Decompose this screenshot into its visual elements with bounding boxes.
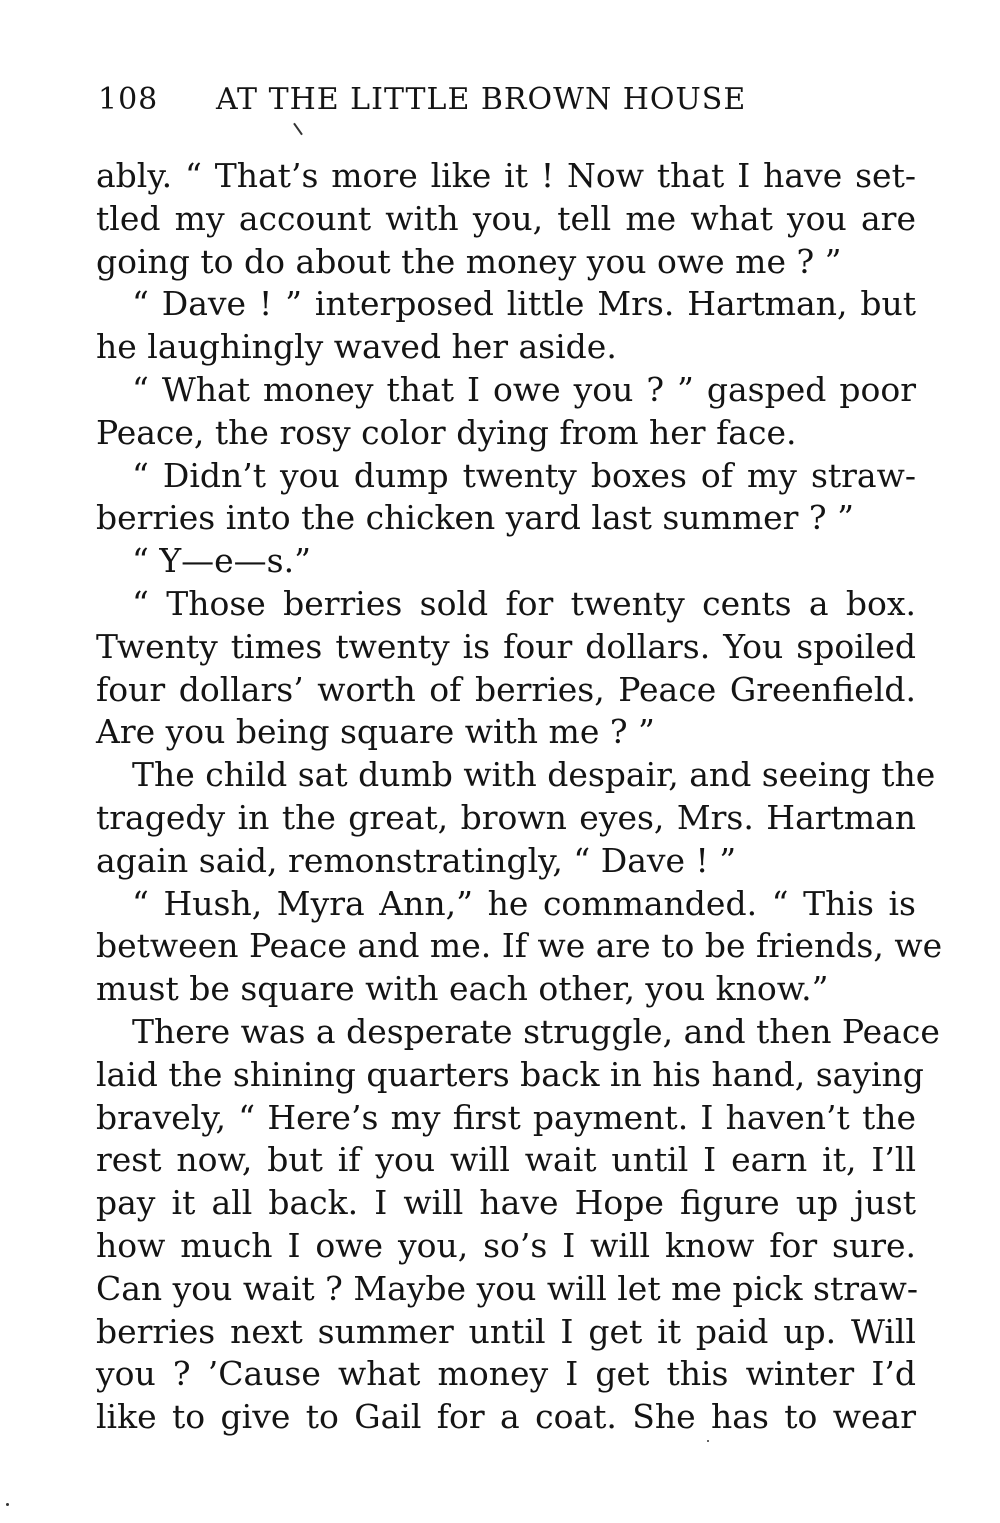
text-line: must be square with each other, you know.” xyxy=(96,969,829,1009)
text-line: like to give to Gail for a coat. She has to wear xyxy=(96,1397,916,1437)
text-line: berries next summer until I get it paid up. Will xyxy=(96,1311,916,1351)
text-line: “ What money that I owe you ? ” gasped poor xyxy=(132,369,916,409)
text-line: rest now, but if you will wait until I earn it, I’ll xyxy=(96,1140,916,1180)
print-speck xyxy=(707,1440,709,1442)
text-line: There was a desperate struggle, and then Peace xyxy=(132,1011,940,1051)
text-line: Are you being square with me ? ” xyxy=(96,712,655,752)
running-title: AT THE LITTLE BROWN HOUSE xyxy=(216,82,747,117)
text-line: pay it all back. I will have Hope figure up just xyxy=(96,1183,916,1223)
text-line: he laughingly waved her aside. xyxy=(96,327,617,367)
text-line: “ Y—e—s.” xyxy=(132,541,311,581)
text-line: ably. “ That’s more like it ! Now that I have set- xyxy=(96,156,916,195)
text-line: The child sat dumb with despair, and seeing the xyxy=(132,755,936,795)
text-line: Can you wait ? Maybe you will let me pick straw- xyxy=(96,1268,919,1308)
text-line: going to do about the money you owe me ? ” xyxy=(96,241,842,281)
text-line: “ Dave ! ” interposed little Mrs. Hartman, but xyxy=(132,284,916,324)
body-text xyxy=(96,155,943,1439)
text-line: “ Those berries sold for twenty cents a box. xyxy=(132,583,916,623)
text-line: between Peace and me. If we are to be friends, we xyxy=(96,926,943,966)
text-line: berries into the chicken yard last summer ? ” xyxy=(96,498,854,538)
running-head xyxy=(98,80,818,120)
text-line: tled my account with you, tell me what you are xyxy=(96,198,916,238)
page-number: 108 xyxy=(98,82,159,117)
text-line: four dollars’ worth of berries, Peace Greenfield. xyxy=(96,669,916,709)
text-line: bravely, “ Here’s my first payment. I haven’t the xyxy=(96,1097,916,1137)
text-line: laid the shining quarters back in his hand, saying xyxy=(96,1054,924,1094)
text-line: “ Didn’t you dump twenty boxes of my straw- xyxy=(132,455,916,495)
text-line: you ? ’Cause what money I get this winter I’d xyxy=(96,1354,916,1394)
text-line: again said, remonstratingly, “ Dave ! ” xyxy=(96,840,737,880)
print-speck xyxy=(6,1503,9,1506)
text-line: how much I owe you, so’s I will know for sure. xyxy=(96,1225,916,1265)
text-line: “ Hush, Myra Ann,” he commanded. “ This is xyxy=(132,883,916,923)
text-line: tragedy in the great, brown eyes, Mrs. Hartman xyxy=(96,797,916,837)
print-speck xyxy=(293,123,303,136)
text-line: Peace, the rosy color dying from her face. xyxy=(96,412,797,452)
text-line: Twenty times twenty is four dollars. You spoiled xyxy=(96,626,916,666)
